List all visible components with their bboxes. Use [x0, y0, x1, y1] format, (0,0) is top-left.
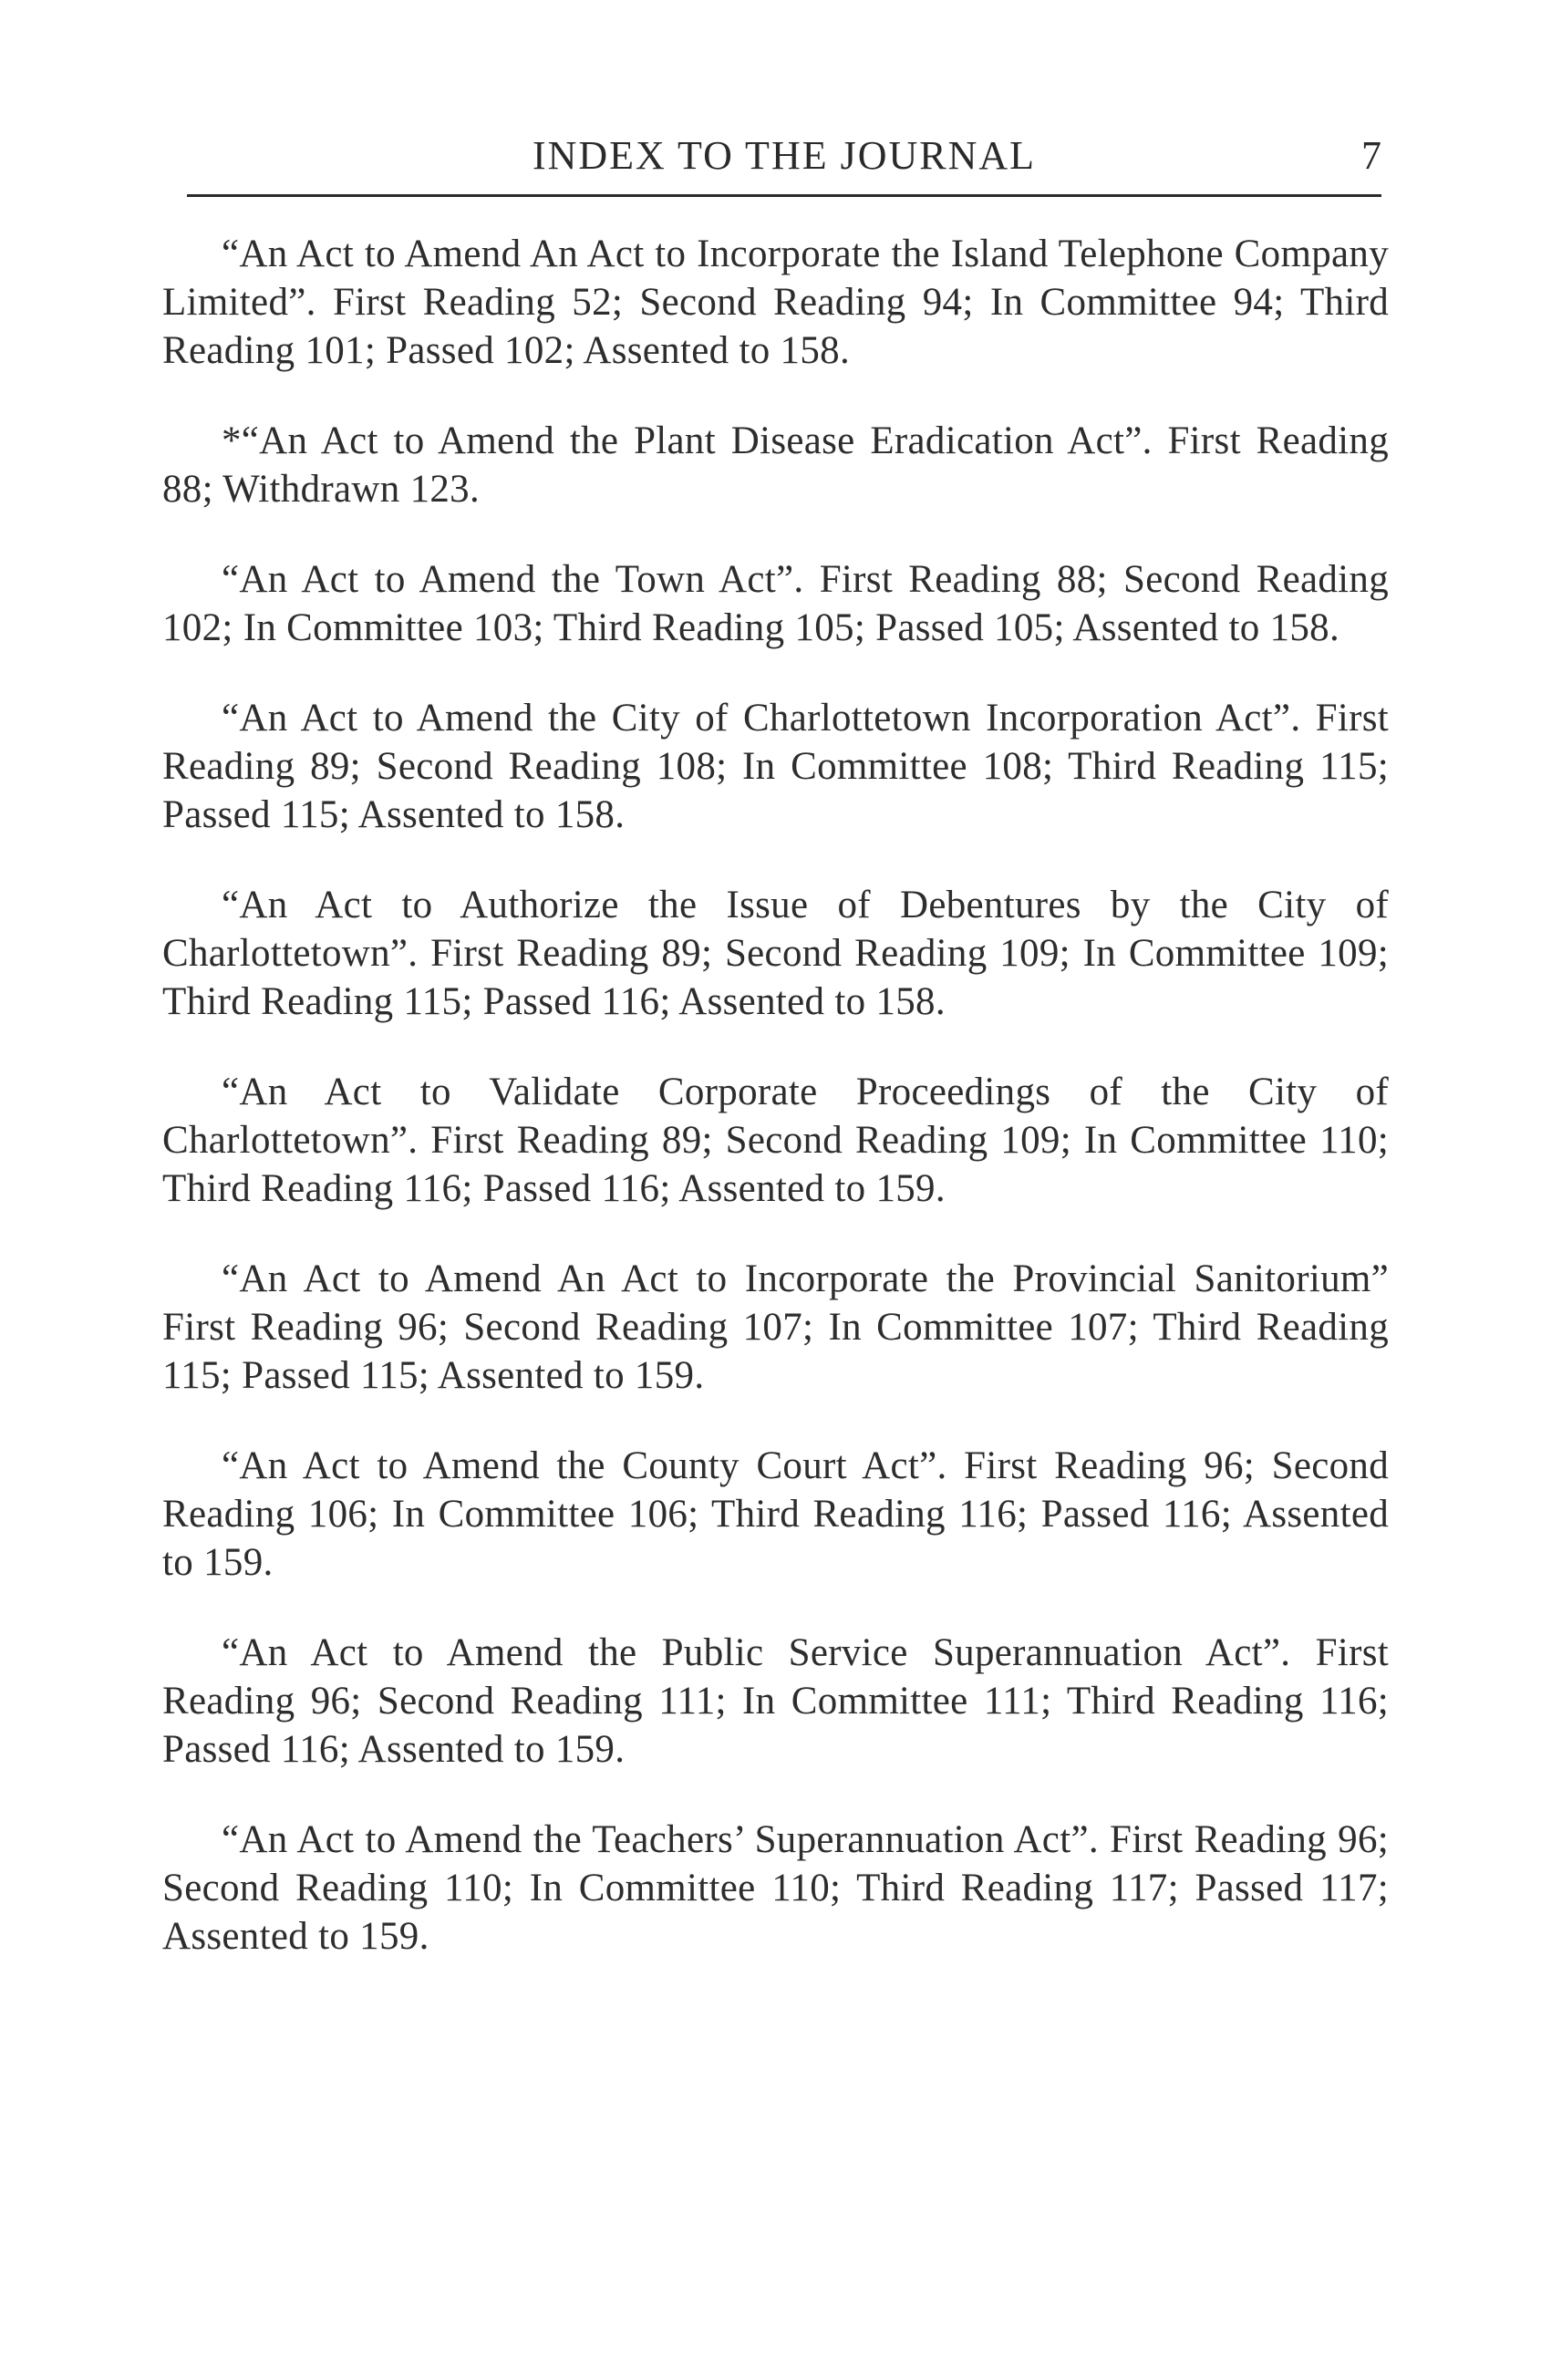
header-rule — [187, 194, 1381, 197]
page-number: 7 — [1361, 133, 1381, 178]
index-entry-charlottetown-incorporation: “An Act to Amend the City of Charlottetown Incorporation Act”. First Reading 89; Second Reading 108; In Committee 108; Third Reading 115; Passed 115; Assented to 158. — [162, 697, 1389, 836]
page-header — [187, 132, 1381, 187]
running-title: INDEX TO THE JOURNAL — [532, 133, 1037, 178]
index-entry-town-act: “An Act to Amend the Town Act”. First Reading 88; Second Reading 102; In Committee 103; Third Reading 105; Passed 105; Assented to 158. — [162, 558, 1389, 649]
index-entry-provincial-sanitorium: “An Act to Amend An Act to Incorporate the Provincial Sanitorium” First Reading 96; Second Reading 107; In Committee 107; Third Reading 115; Passed 115; Assented to 159. — [162, 1257, 1389, 1397]
index-entry-corporate-proceedings: “An Act to Validate Corporate Proceedings of the City of Charlottetown”. First Reading 89; Second Reading 109; In Committee 110; Third Reading 116; Passed 116; Assented to 159. — [162, 1071, 1389, 1210]
index-entry-teachers-superannuation: “An Act to Amend the Teachers’ Superannuation Act”. First Reading 96; Second Reading 110; In Committee 110; Third Reading 117; Passed 117; Assented to 159. — [162, 1818, 1389, 1958]
index-entry-public-service-superannuation: “An Act to Amend the Public Service Superannuation Act”. First Reading 96; Second Reading 111; In Committee 111; Third Reading 116; Passed 116; Assented to 159. — [162, 1631, 1389, 1771]
index-entry-debentures: “An Act to Authorize the Issue of Debentures by the City of Charlottetown”. First Reading 89; Second Reading 109; In Committee 109; Third Reading 115; Passed 116; Assented to 158. — [162, 884, 1389, 1023]
index-entry-telephone-company: “An Act to Amend An Act to Incorporate the Island Telephone Company Limited”. First Reading 52; Second Reading 94; In Committee 94; Third Reading 101; Passed 102; Assented to 158. — [162, 233, 1389, 372]
index-entries — [162, 230, 1389, 2002]
index-entry-plant-disease: *“An Act to Amend the Plant Disease Eradication Act”. First Reading 88; Withdrawn 123. — [162, 419, 1389, 511]
index-entry-county-court: “An Act to Amend the County Court Act”. First Reading 96; Second Reading 106; In Committee 106; Third Reading 116; Passed 116; Assented to 159. — [162, 1444, 1389, 1584]
